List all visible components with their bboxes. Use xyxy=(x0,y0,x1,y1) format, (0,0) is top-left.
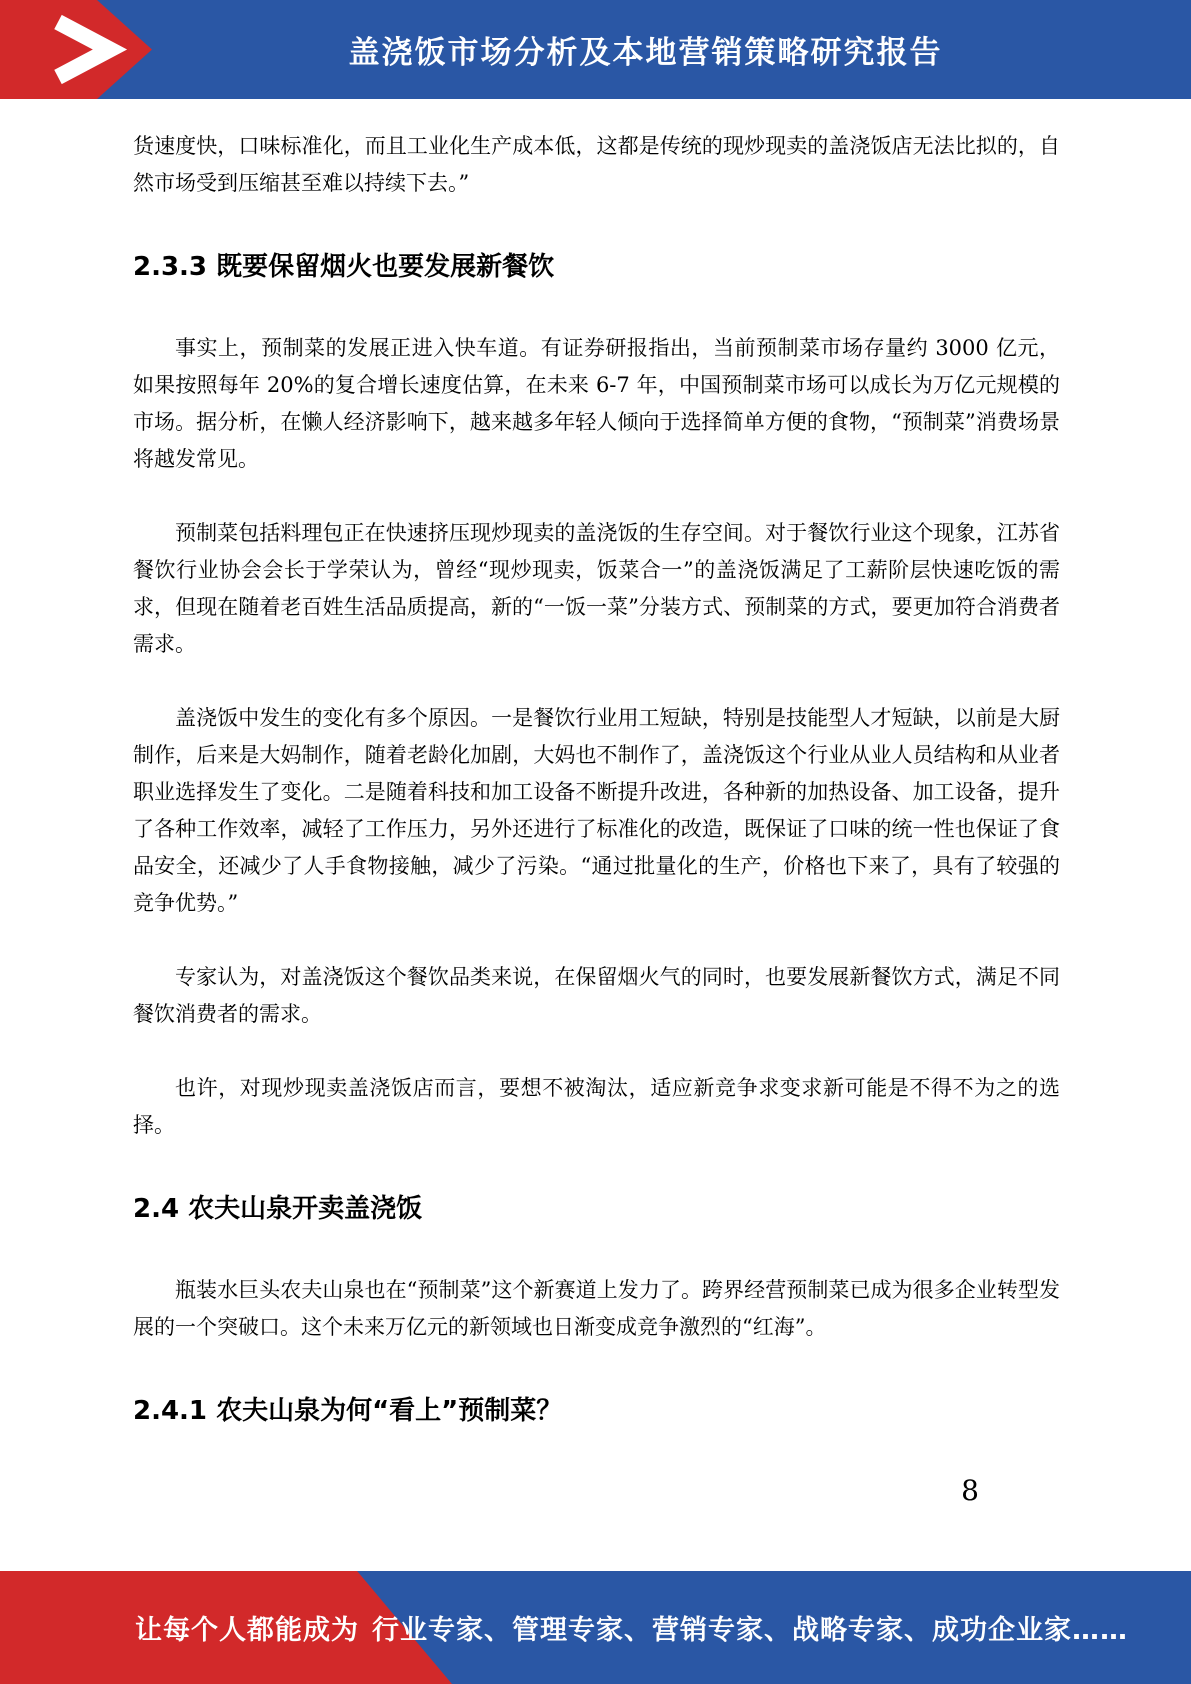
paragraph: 预制菜包括料理包正在快速挤压现炒现卖的盖浇饭的生存空间。对于餐饮行业这个现象，江苏省餐饮行业协会会长于学荣认为，曾经“现炒现卖，饭菜合一”的盖浇饭满足了工薪阶层快速吃饭的需求，但现在随着老百姓生活品质提高，新的“一饭一菜”分装方式、预制菜的方式，要更加符合消费者需求。 xyxy=(133,521,1060,656)
report-title: 盖浇饭市场分析及本地营销策略研究报告 xyxy=(348,35,943,71)
page-number: 8 xyxy=(961,1474,979,1507)
footer-slogan-right: 行业专家、管理专家、营销专家、战略专家、成功企业家…… xyxy=(372,1615,1128,1646)
arrow-banner-icon xyxy=(0,0,152,99)
page-header xyxy=(0,0,1191,99)
footer-slogan-left: 让每个人都能成为 xyxy=(135,1615,359,1646)
document-body xyxy=(133,128,1060,1474)
paragraph: 盖浇饭中发生的变化有多个原因。一是餐饮行业用工短缺，特别是技能型人才短缺，以前是大厨制作，后来是大妈制作，随着老龄化加剧，大妈也不制作了，盖浇饭这个行业从业人员结构和从业者职业选择发生了变化。二是随着科技和加工设备不断提升改进，各种新的加热设备、加工设备，提升了各种工作效率，减轻了工作压力，另外还进行了标准化的改造，既保证了口味的统一性也保证了食品安全，还减少了人手食物接触，减少了污染。“通过批量化的生产，价格也下来了，具有了较强的竞争优势。” xyxy=(133,706,1060,915)
section-heading-2-4-1: 2.4.1 农夫山泉为何“看上”预制菜？ xyxy=(133,1396,563,1426)
paragraph: 专家认为，对盖浇饭这个餐饮品类来说，在保留烟火气的同时，也要发展新餐饮方式，满足不同餐饮消费者的需求。 xyxy=(133,965,1060,1026)
page-footer xyxy=(0,1571,1191,1684)
paragraph-continuation: 货速度快，口味标准化，而且工业化生产成本低，这都是传统的现炒现卖的盖浇饭店无法比拟的，自然市场受到压缩甚至难以持续下去。” xyxy=(133,134,1060,195)
paragraph: 瓶装水巨头农夫山泉也在“预制菜”这个新赛道上发力了。跨界经营预制菜已成为很多企业转型发展的一个突破口。这个未来万亿元的新领域也日渐变成竞争激烈的“红海”。 xyxy=(133,1278,1060,1339)
paragraph: 事实上，预制菜的发展正进入快车道。有证券研报指出，当前预制菜市场存量约 3000 亿元，如果按照每年 20%的复合增长速度估算，在未来 6-7 年，中国预制菜市场可以成长为万亿元规模的市场。据分析，在懒人经济影响下，越来越多年轻人倾向于选择简单方便的食物，“预制菜”消费场景将越发常见。 xyxy=(133,336,1060,471)
section-heading-2-3-3: 2.3.3 既要保留烟火也要发展新餐饮 xyxy=(133,252,555,282)
header-arrow-decoration xyxy=(0,0,152,99)
paragraph: 也许，对现炒现卖盖浇饭店而言，要想不被淘汰，适应新竞争求变求新可能是不得不为之的选择。 xyxy=(133,1076,1060,1137)
section-heading-2-4: 2.4 农夫山泉开卖盖浇饭 xyxy=(133,1194,423,1224)
